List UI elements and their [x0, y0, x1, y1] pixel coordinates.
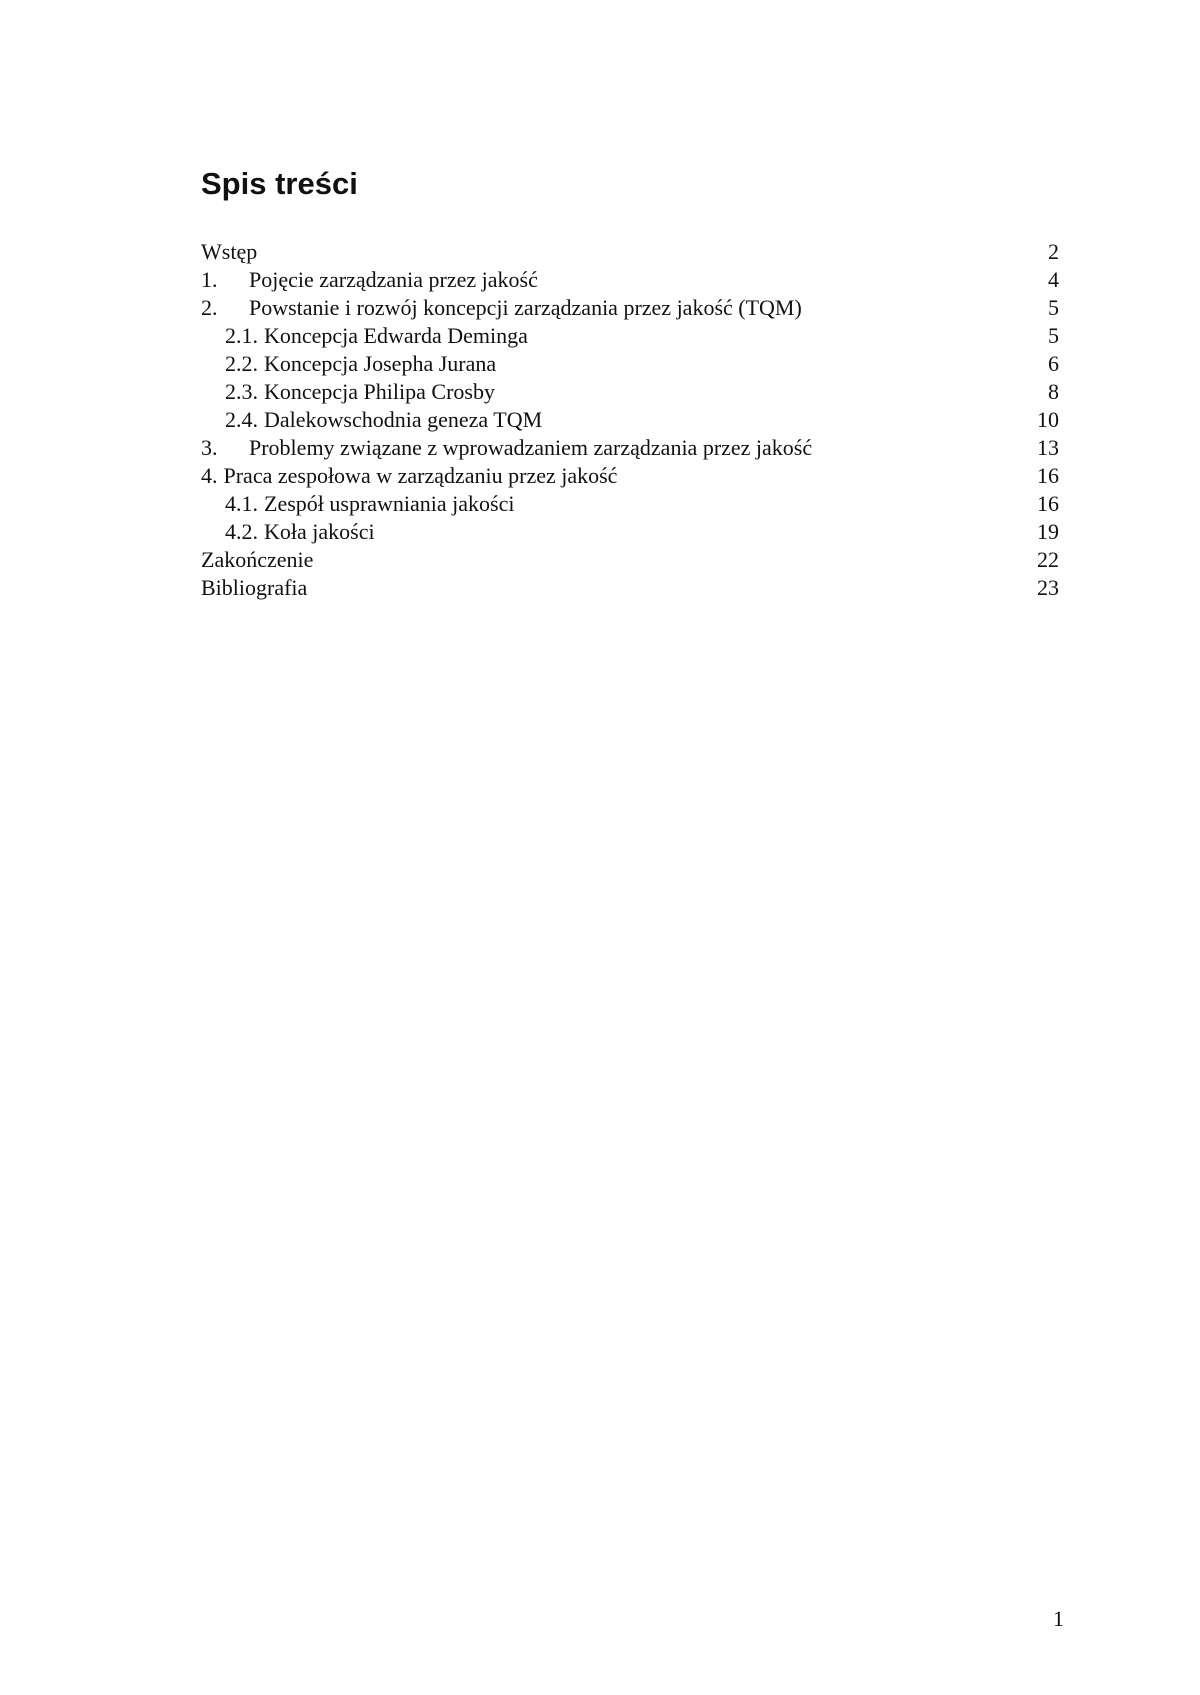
toc-entry-section-2-4[interactable] [201, 406, 1059, 434]
page-number: 1 [1053, 1606, 1064, 1631]
toc-entry-conclusion[interactable] [201, 546, 1059, 574]
toc-entry-page: 5 [1048, 323, 1059, 348]
toc-entry-page: 4 [1048, 267, 1059, 292]
toc-entry-number: 2.1. [225, 323, 258, 348]
toc-entry-number: 1. [201, 267, 218, 292]
toc-entry-page: 22 [1037, 547, 1059, 572]
toc-entry-number: 3. [201, 435, 218, 460]
toc-entry-number: 4.1. [225, 491, 258, 516]
toc-entry-number: 4. [201, 463, 218, 488]
toc-entry-text: Wstęp [201, 239, 258, 264]
toc-entry-chapter-2[interactable] [201, 294, 1059, 322]
toc-entry-section-2-3[interactable] [201, 378, 1059, 406]
toc-entry-chapter-3[interactable] [201, 434, 1059, 462]
table-of-contents [201, 238, 1059, 602]
toc-entry-text: Koncepcja Edwarda Deminga [264, 323, 528, 348]
toc-entry-text: Problemy związane z wprowadzaniem zarządzania przez jakość [249, 435, 813, 460]
toc-entry-text: Dalekowschodnia geneza TQM [264, 407, 543, 432]
toc-entry-section-4-2[interactable] [201, 518, 1059, 546]
toc-entry-text: Zespół usprawniania jakości [264, 491, 515, 516]
toc-entry-page: 19 [1037, 519, 1059, 544]
toc-entry-chapter-4[interactable] [201, 462, 1059, 490]
toc-entry-text: Koła jakości [264, 519, 375, 544]
toc-entry-number: 2. [201, 295, 218, 320]
toc-entry-page: 23 [1037, 575, 1059, 600]
toc-entry-text: Powstanie i rozwój koncepcji zarządzania przez jakość (TQM) [249, 295, 802, 320]
toc-entry-intro[interactable] [201, 238, 1059, 266]
toc-title: Spis treści [201, 166, 358, 201]
toc-entry-section-2-2[interactable] [201, 350, 1059, 378]
toc-entry-section-4-1[interactable] [201, 490, 1059, 518]
toc-entry-number: 2.4. [225, 407, 258, 432]
toc-entry-text: Zakończenie [201, 547, 314, 572]
toc-entry-number: 2.3. [225, 379, 258, 404]
toc-entry-text: Praca zespołowa w zarządzaniu przez jakość [223, 463, 618, 488]
toc-entry-page: 16 [1037, 463, 1059, 488]
toc-entry-chapter-1[interactable] [201, 266, 1059, 294]
toc-entry-text: Koncepcja Josepha Jurana [264, 351, 497, 376]
toc-entry-page: 8 [1048, 379, 1059, 404]
toc-entry-section-2-1[interactable] [201, 322, 1059, 350]
toc-entry-number: 4.2. [225, 519, 258, 544]
toc-entry-text: Pojęcie zarządzania przez jakość [249, 267, 538, 292]
toc-entry-page: 16 [1037, 491, 1059, 516]
toc-entry-page: 6 [1048, 351, 1059, 376]
toc-entry-page: 5 [1048, 295, 1059, 320]
toc-entry-text: Bibliografia [201, 575, 308, 600]
toc-entry-bibliography[interactable] [201, 574, 1059, 602]
toc-entry-page: 2 [1048, 239, 1059, 264]
toc-entry-page: 13 [1037, 435, 1059, 460]
toc-entry-text: Koncepcja Philipa Crosby [264, 379, 495, 404]
toc-entry-number: 2.2. [225, 351, 258, 376]
toc-entry-page: 10 [1037, 407, 1059, 432]
